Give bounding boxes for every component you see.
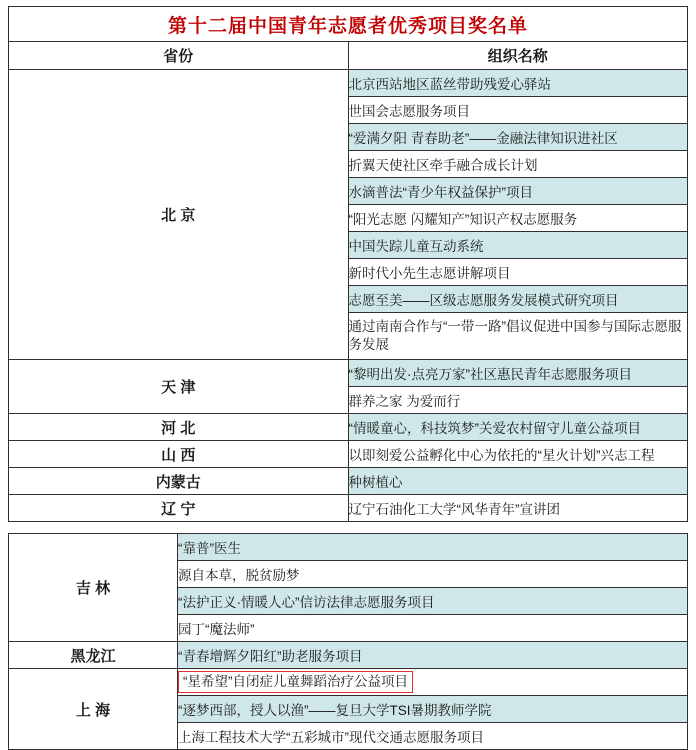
list-item: 种树植心: [348, 468, 688, 495]
award-table-part-2: [8, 533, 688, 750]
list-item: 源自本草，脱贫励梦: [178, 561, 688, 588]
list-item: “情暖童心，科技筑梦”关爱农村留守儿童公益项目: [348, 414, 688, 441]
province-cell-hebei: 河 北: [9, 414, 349, 441]
list-item: 通过南南合作与“一带一路”倡议促进中国参与国际志愿服务发展: [348, 313, 688, 360]
list-item: 北京西站地区蓝丝带助残爱心驿站: [348, 70, 688, 97]
table-block-1: [8, 6, 688, 522]
province-cell-shanxi: 山 西: [9, 441, 349, 468]
table-row: [9, 441, 688, 468]
province-cell-jilin: 吉 林: [9, 534, 178, 642]
table-row: [9, 70, 688, 97]
table-row: [9, 468, 688, 495]
table-gap: [8, 522, 688, 533]
page-title: 第十二届中国青年志愿者优秀项目奖名单: [9, 7, 688, 42]
list-item: 中国失踪儿童互动系统: [348, 232, 688, 259]
column-header-province: 省份: [9, 42, 349, 70]
table-body-1: [9, 7, 688, 522]
list-item: “黎明出发·点亮万家”社区惠民青年志愿服务项目: [348, 360, 688, 387]
title-row: [9, 7, 688, 42]
list-item: 新时代小先生志愿讲解项目: [348, 259, 688, 286]
list-item: “逐梦西部，授人以渔”——复旦大学TSI暑期教师学院: [178, 696, 688, 723]
list-item: “阳光志愿 闪耀知产”知识产权志愿服务: [348, 205, 688, 232]
province-cell-tianjin: 天 津: [9, 360, 349, 414]
table-block-2: [8, 533, 688, 750]
province-cell-liaoning: 辽 宁: [9, 495, 349, 522]
list-item: 以即刻爱公益孵化中心为依托的“星火计划”兴志工程: [348, 441, 688, 468]
list-item: “爱满夕阳 青春助老”——金融法律知识进社区: [348, 124, 688, 151]
list-item: 水滴普法“青少年权益保护”项目: [348, 178, 688, 205]
table-row: [9, 360, 688, 387]
award-table-part-1: [8, 6, 688, 522]
province-cell-beijing: 北 京: [9, 70, 349, 360]
province-cell-heilongjiang: 黑龙江: [9, 642, 178, 669]
list-item: 群养之家 为爱而行: [348, 387, 688, 414]
list-item: “青春增辉夕阳红”助老服务项目: [178, 642, 688, 669]
table-body-2: [9, 534, 688, 750]
list-item: 志愿至美——区级志愿服务发展模式研究项目: [348, 286, 688, 313]
list-item-highlighted: [178, 669, 688, 696]
province-cell-shanghai: 上 海: [9, 669, 178, 750]
table-row: [9, 534, 688, 561]
table-row: [9, 669, 688, 696]
list-item: 园丁“魔法师”: [178, 615, 688, 642]
list-item: “法护正义·情暖人心”信访法律志愿服务项目: [178, 588, 688, 615]
province-cell-neimenggu: 内蒙古: [9, 468, 349, 495]
list-item: 上海工程技术大学“五彩城市”现代交通志愿服务项目: [178, 723, 688, 750]
list-item: 辽宁石油化工大学“风华青年”宣讲团: [348, 495, 688, 522]
table-row: [9, 414, 688, 441]
highlight-box: “星希望”自闭症儿童舞蹈治疗公益项目: [178, 671, 413, 693]
table-row: [9, 495, 688, 522]
list-item: 世国会志愿服务项目: [348, 97, 688, 124]
list-item: “靠普”医生: [178, 534, 688, 561]
column-header-organization: 组织名称: [348, 42, 688, 70]
header-row: [9, 42, 688, 70]
list-item: 折翼天使社区牵手融合成长计划: [348, 151, 688, 178]
table-row: [9, 642, 688, 669]
